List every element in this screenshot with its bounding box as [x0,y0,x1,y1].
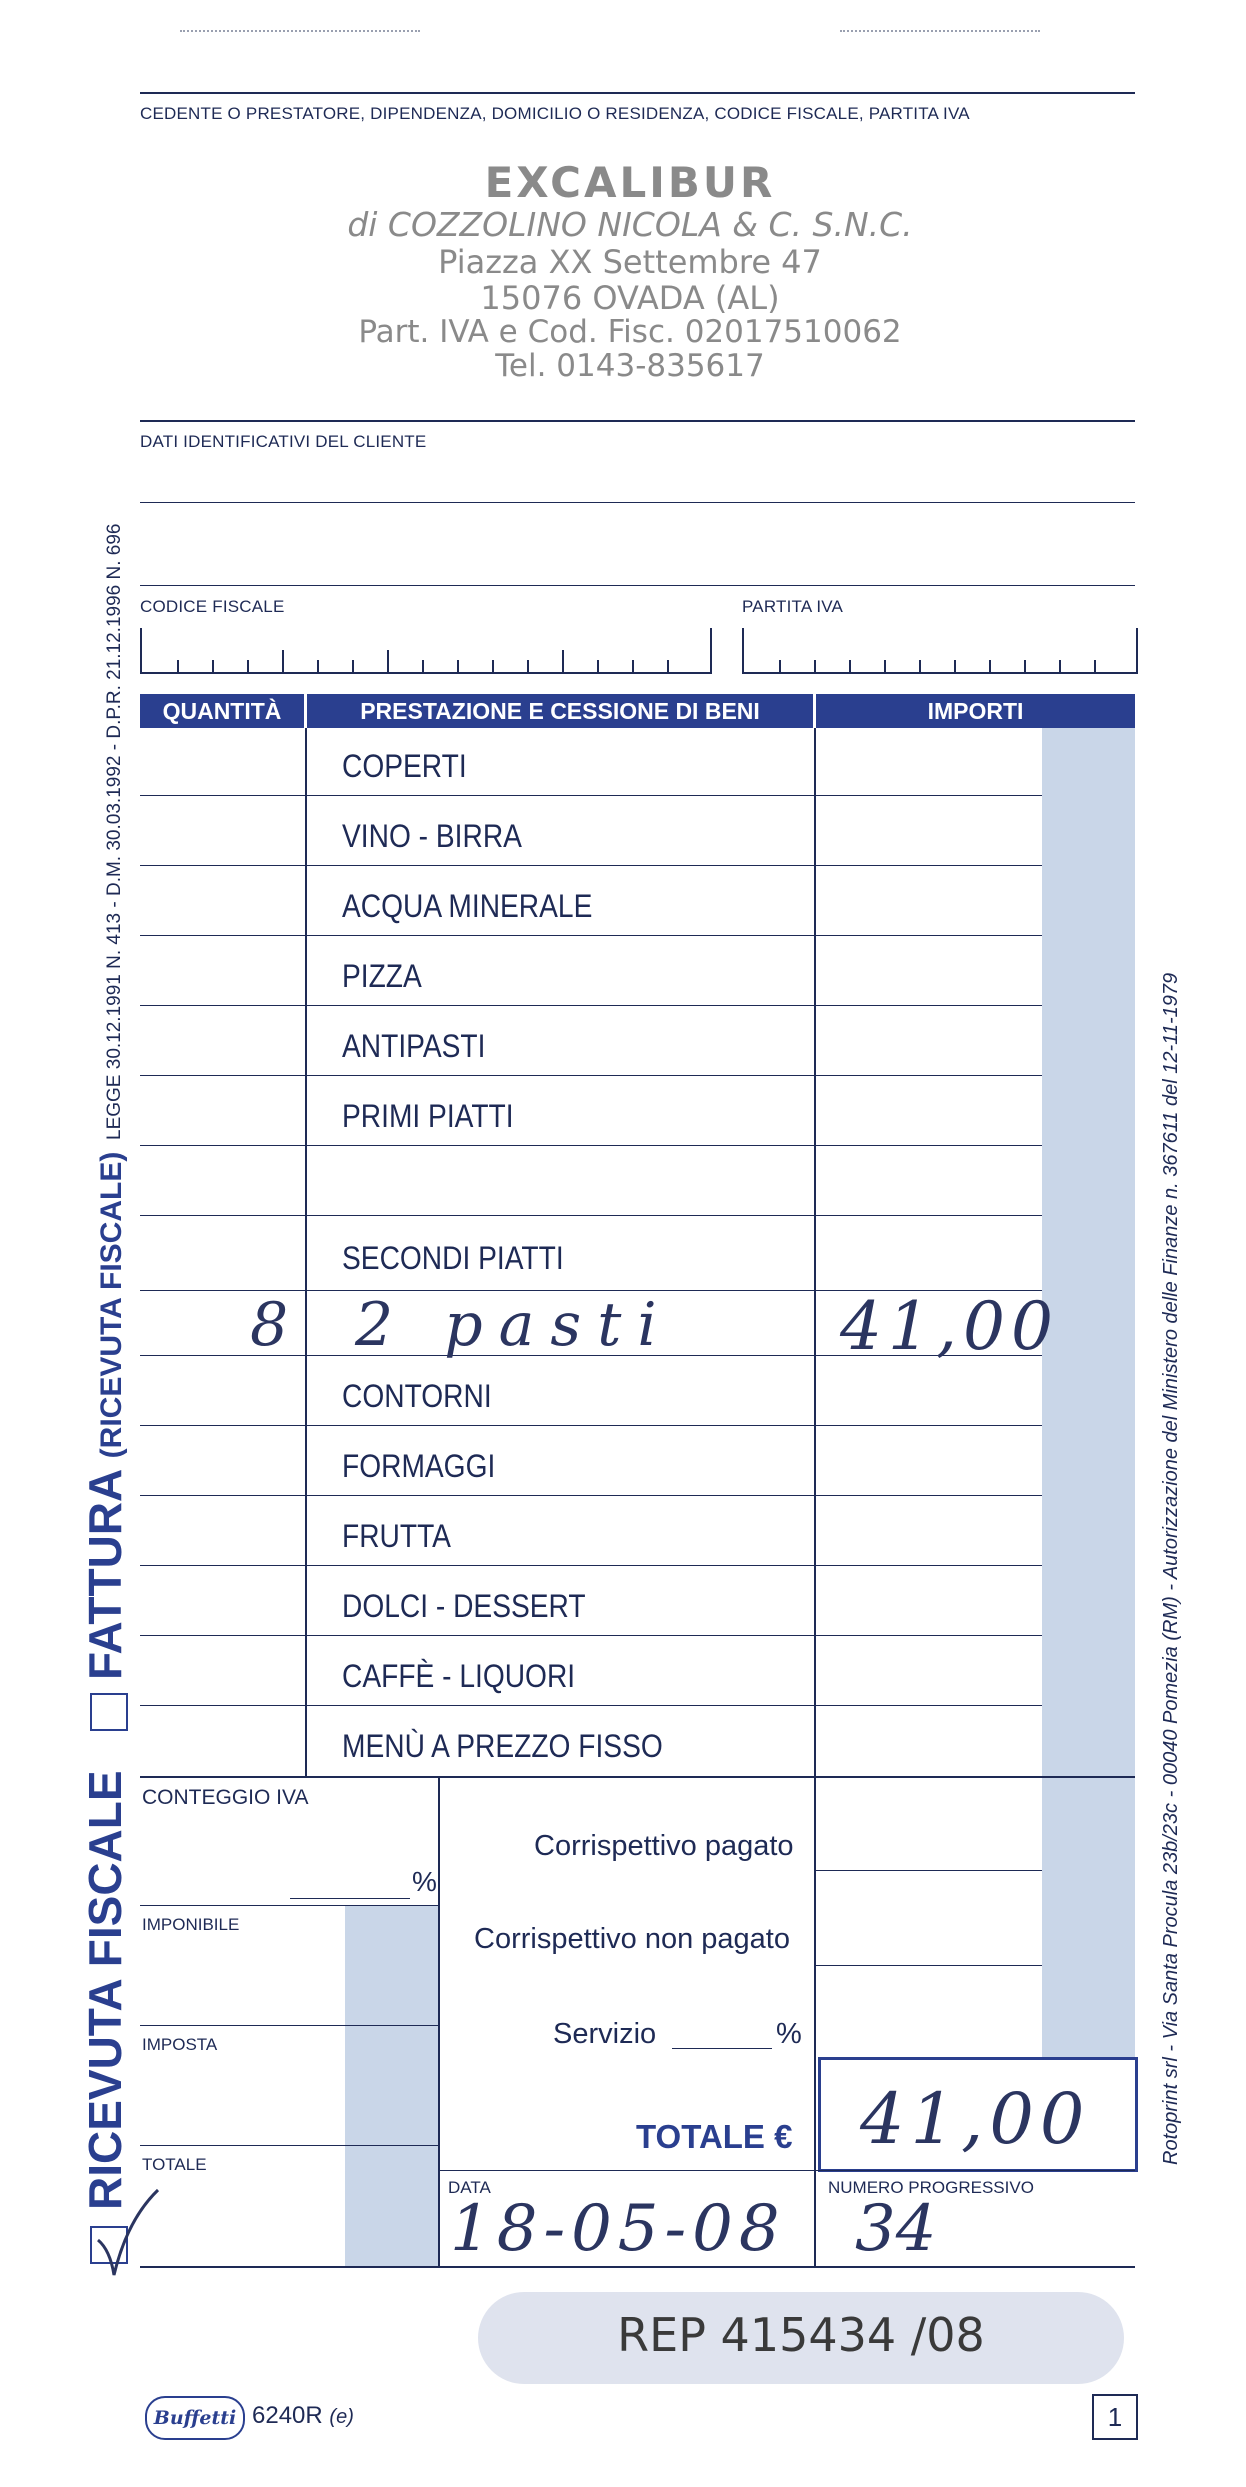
item-secondi: SECONDI PIATTI [342,1240,564,1276]
row-line [140,1145,1042,1146]
handwritten-quantity: 8 [250,1290,289,1360]
partita-iva-label: PARTITA IVA [742,597,844,616]
handwritten-description: 2 pasti [355,1290,673,1360]
model-number: 6240R [252,2402,323,2429]
item-antipasti: ANTIPASTI [342,1028,486,1064]
stamp-name: EXCALIBUR [484,158,776,207]
stamp-company: di COZZOLINO NICOLA & C. S.N.C. [347,205,913,244]
iva-percent-line [290,1898,410,1899]
item-primi: PRIMI PIATTI [342,1098,514,1134]
data-label: DATA [448,2178,491,2197]
row-line [140,1005,1042,1006]
item-frutta: FRUTTA [342,1518,451,1554]
totale-handwritten: 41,00 [860,2078,1091,2160]
table-line-mid [814,728,816,1776]
cf-tick [632,660,634,672]
cedente-label: CEDENTE O PRESTATORE, DIPENDENZA, DOMICILIO O RESIDENZA, CODICE FISCALE, PARTITA IVA [140,104,970,123]
cf-tick [177,660,179,672]
row-line [140,1215,1042,1216]
piva-tick [1059,660,1061,672]
stamp-address: Piazza XX Settembre 47 [438,243,822,281]
client-line-2 [140,585,1135,586]
check-mark-icon [92,2180,162,2280]
cf-tick [527,660,529,672]
perforation-left [180,30,420,32]
totals-line-2 [140,2025,438,2026]
codice-fiscale-box[interactable] [140,628,712,674]
model-code [252,2402,354,2430]
fattura-word: FATTURA [79,1468,131,1680]
row-line [140,865,1042,866]
handwritten-amount: 41,00 [840,1288,1059,1365]
rep-number: REP 415434 /08 [617,2308,985,2362]
item-acqua: ACQUA MINERALE [342,888,593,924]
row-line [140,795,1042,796]
header-rule [140,92,1135,94]
item-dolci: DOLCI - DESSERT [342,1588,586,1624]
item-contorni: CONTORNI [342,1378,492,1414]
col-importi: IMPORTI [816,694,1135,728]
imponibile-label: IMPONIBILE [142,1915,240,1934]
item-menu: MENÙ A PREZZO FISSO [342,1728,663,1764]
row-line [140,1425,1042,1426]
row-line [140,1705,1042,1706]
page-number: 1 [1107,2401,1123,2432]
table-line-left [305,728,307,1776]
client-label: DATI IDENTIFICATIVI DEL CLIENTE [140,432,427,451]
totale-small-label: TOTALE [142,2155,207,2174]
printer-authorization: Rotoprint srl - Via Santa Procula 23b/23c - 00040 Pomezia (RM) - Autorizzazione del Ministero delle Finanze n. 367611 del 12-11-1979 [1160,972,1182,2165]
cf-tick [247,660,249,672]
row-line [140,1635,1042,1636]
date-top-line [438,2170,1135,2171]
servizio-percent: % [776,2018,802,2050]
piva-tick [954,660,956,672]
numero-label: NUMERO PROGRESSIVO [828,2178,1034,2197]
totals-line-1 [140,1905,438,1906]
piva-tick [779,660,781,672]
col-quantita: QUANTITÀ [140,694,304,728]
non-pagato-line [816,1965,1042,1966]
servizio-label: Servizio [553,2018,657,2050]
stamp-city: 15076 OVADA (AL) [480,279,780,317]
cf-tick [282,650,284,672]
page-number-box [1092,2394,1138,2440]
piva-tick [884,660,886,672]
data-handwritten: 18-05-08 [450,2192,786,2266]
totale-label: TOTALE € [636,2118,793,2155]
pagato-line [816,1870,1042,1871]
conteggio-shade [345,1905,438,2268]
conteggio-iva-label: CONTEGGIO IVA [142,1786,309,1809]
row-line [140,1495,1042,1496]
date-divider [814,2170,816,2268]
stamp-vat: Part. IVA e Cod. Fisc. 02017510062 [358,314,902,350]
cf-tick [667,660,669,672]
col-prestazione: PRESTAZIONE E CESSIONE DI BENI [307,694,813,728]
fattura-label [78,1152,132,1680]
cf-tick [387,650,389,672]
servizio-line [672,2048,772,2049]
piva-tick [814,660,816,672]
stamp-phone: Tel. 0143-835617 [495,348,765,384]
corrispettivo-pagato: Corrispettivo pagato [534,1830,794,1862]
row-line [140,1776,1135,1778]
cf-tick [562,650,564,672]
iva-percent-sign: % [412,1866,437,1897]
piva-tick [1024,660,1026,672]
totals-line-3 [140,2145,438,2146]
model-suffix: (e) [329,2406,354,2428]
cf-tick [317,660,319,672]
partita-iva-box[interactable] [742,628,1138,674]
cf-tick [597,660,599,672]
bottom-rule [140,2266,1135,2268]
item-vino-birra: VINO - BIRRA [342,818,522,854]
client-line-1 [140,502,1135,503]
importi-shade [1042,728,1135,2058]
ricevuta-fiscale-label: RICEVUTA FISCALE [79,1770,131,2210]
row-line [140,1075,1042,1076]
item-formaggi: FORMAGGI [342,1448,496,1484]
item-caffe: CAFFÈ - LIQUORI [342,1658,576,1694]
cf-tick [492,660,494,672]
brand-name: Buffetti [153,2407,237,2429]
item-pizza: PIZZA [342,958,422,994]
law-reference: LEGGE 30.12.1991 N. 413 - D.M. 30.03.1992 - D.P.R. 21.12.1996 N. 696 [104,523,125,1140]
item-coperti: COPERTI [342,748,467,784]
codice-fiscale-label: CODICE FISCALE [140,597,285,616]
cf-tick [457,660,459,672]
ricevuta-paren: (RICEVUTA FISCALE) [95,1151,128,1459]
fattura-checkbox[interactable] [90,1693,128,1731]
cf-tick [422,660,424,672]
buffetti-logo [145,2396,245,2440]
perforation-right [840,30,1040,32]
cf-tick [352,660,354,672]
totals-left-divider [438,1778,440,2268]
row-line [140,935,1042,936]
cf-tick [212,660,214,672]
numero-handwritten: 34 [855,2192,937,2266]
piva-tick [1094,660,1096,672]
piva-tick [849,660,851,672]
piva-tick [919,660,921,672]
imposta-label: IMPOSTA [142,2035,218,2054]
piva-tick [989,660,991,672]
corrispettivo-non-pagato: Corrispettivo non pagato [474,1923,790,1955]
client-top-rule [140,420,1135,422]
row-line [140,1565,1042,1566]
